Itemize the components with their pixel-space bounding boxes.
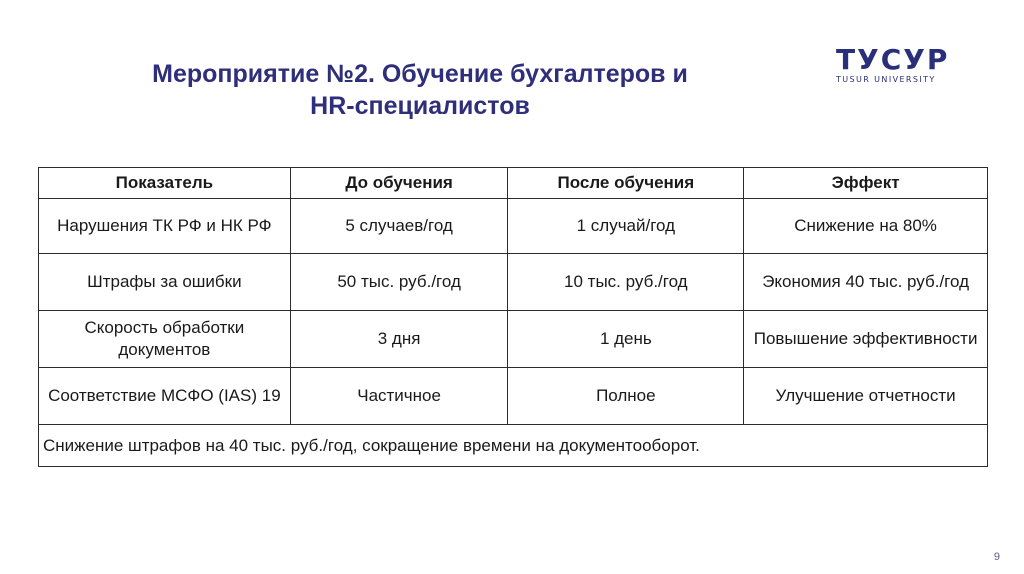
table-cell: 3 дня (290, 311, 508, 368)
logo-wordmark: ТУСУР (836, 43, 950, 76)
table-cell: Снижение на 80% (744, 199, 988, 254)
table-cell: Скорость обработки документов (39, 311, 291, 368)
table-cell: 5 случаев/год (290, 199, 508, 254)
header-indicator: Показатель (39, 168, 291, 199)
table-row (39, 199, 988, 254)
table-cell: 10 тыс. руб./год (508, 254, 744, 311)
table-cell: Нарушения ТК РФ и НК РФ (39, 199, 291, 254)
table-cell: 1 случай/год (508, 199, 744, 254)
table-cell: Полное (508, 368, 744, 425)
table-summary-row (39, 425, 988, 467)
table-row (39, 254, 988, 311)
summary-cell: Снижение штрафов на 40 тыс. руб./год, сокращение времени на документооборот. (39, 425, 988, 467)
page-title-line-1: Мероприятие №2. Обучение бухгалтеров и (152, 60, 688, 88)
table-cell: Повышение эффективности (744, 311, 988, 368)
comparison-table (38, 167, 988, 467)
tusur-logo (836, 43, 960, 84)
table-cell: 1 день (508, 311, 744, 368)
header-before: До обучения (290, 168, 508, 199)
table-cell: Частичное (290, 368, 508, 425)
header-after: После обучения (508, 168, 744, 199)
table-cell: Экономия 40 тыс. руб./год (744, 254, 988, 311)
page-title (0, 58, 840, 122)
table-cell: Штрафы за ошибки (39, 254, 291, 311)
table-header-row (39, 168, 988, 199)
logo-subtitle: TUSUR UNIVERSITY (836, 75, 936, 84)
page-number: 9 (993, 551, 1000, 563)
page-title-line-2: HR-специалистов (310, 92, 530, 120)
table-row (39, 368, 988, 425)
table-cell: 50 тыс. руб./год (290, 254, 508, 311)
table-cell: Соответствие МСФО (IAS) 19 (39, 368, 291, 425)
header-effect: Эффект (744, 168, 988, 199)
table-row (39, 311, 988, 368)
table-cell: Улучшение отчетности (744, 368, 988, 425)
